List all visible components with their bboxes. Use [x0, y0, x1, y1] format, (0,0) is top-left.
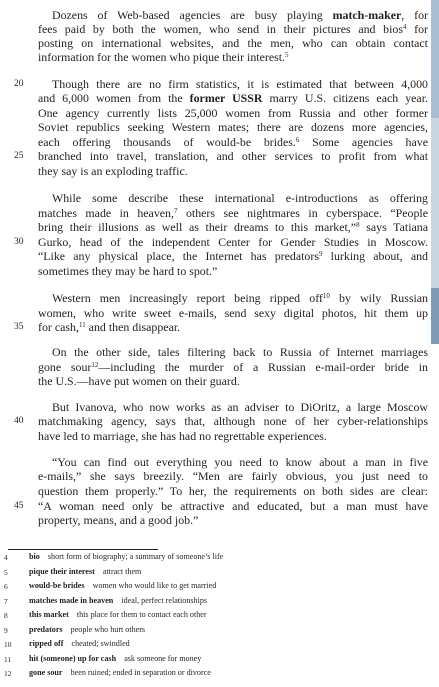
line-text: marry U.S. citizens each year.	[262, 91, 428, 105]
text-line	[38, 50, 428, 65]
line-text: and then disappear.	[85, 320, 181, 334]
line-text: branched into travel, translation, and other services to profit from what	[38, 149, 428, 163]
line-text: e-mails,” she says breezily. “Men are fairly obvious, you just need to	[38, 469, 428, 483]
text-line	[38, 320, 428, 335]
line-text: gone sour	[38, 360, 92, 374]
bold-term: former USSR	[189, 91, 263, 105]
footnote-term: pique their interest	[29, 567, 95, 576]
text-line	[38, 91, 428, 106]
footnote-entry	[29, 638, 439, 650]
footnote-ref: 10	[322, 292, 330, 300]
footnote-number: 6	[4, 582, 8, 591]
footnote-number: 9	[4, 626, 8, 635]
line-number: 30	[14, 237, 24, 247]
text-line	[38, 360, 428, 375]
footnote-ref: 6	[295, 136, 300, 144]
line-text: for cash,	[38, 320, 79, 334]
footnote-term: matches made in heaven	[29, 596, 114, 605]
footnote-definition: ideal, perfect relationships	[121, 596, 208, 605]
page-edge-photo-strip	[431, 0, 439, 118]
text-line	[38, 499, 428, 514]
line-text: Western men increasingly report being ripped off	[52, 291, 323, 305]
footnote-term: hit (someone) up for cash	[29, 654, 117, 663]
footnote-entry	[29, 551, 439, 563]
footnote-entry	[29, 595, 439, 607]
footnote-definition: ask someone for money	[124, 654, 202, 663]
line-text: Gurko, head of the independent Center for Gender Studies in Moscow.	[38, 235, 428, 249]
text-line	[38, 469, 428, 484]
footnote-entry	[29, 580, 439, 592]
line-number: 20	[14, 79, 24, 89]
footnote-definition: women who would like to get married	[92, 581, 217, 590]
text-line	[52, 455, 428, 470]
text-line	[52, 77, 428, 92]
line-text: women, who write sweet e-mails, send sexy digital photos, hit them up	[38, 306, 428, 320]
footnote-entry	[29, 653, 439, 665]
text-line	[38, 22, 428, 37]
text-line	[38, 513, 428, 528]
line-number: 45	[14, 501, 24, 511]
line-text: , for	[401, 8, 428, 22]
footnote-term: ripped off	[29, 639, 64, 648]
line-text: they say is an exploding traffic.	[38, 164, 188, 178]
line-text: posting on international websites, and the men, who can obtain contact	[38, 36, 428, 50]
footnote-number: 11	[4, 655, 12, 664]
line-text: “You can find out everything you need to know about a man in five	[52, 455, 428, 469]
footnote-definition: this place for them to contact each other	[76, 610, 207, 619]
text-line	[38, 249, 428, 264]
text-line	[52, 291, 428, 306]
footnote-definition: cheated; swindled	[71, 639, 130, 648]
line-number: 25	[14, 151, 24, 161]
footnote-ref: 7	[173, 207, 178, 215]
footnote-divider	[8, 549, 158, 550]
line-text: “A woman need only be attractive and educated, but a man must have	[38, 499, 428, 513]
footnote-ref: 11	[78, 321, 86, 329]
text-line	[38, 149, 428, 164]
footnote-entry	[29, 566, 439, 578]
footnote-ref: 8	[356, 221, 360, 229]
line-text: property, means, and a good job.”	[38, 513, 199, 527]
text-line	[38, 264, 428, 279]
footnote-ref: 4	[402, 23, 407, 31]
text-line	[38, 106, 428, 121]
footnote-ref: 9	[318, 250, 323, 258]
line-text: matches made in heaven,	[38, 206, 174, 220]
line-text: bring their illusions as well as their dreams to this market,”	[38, 220, 357, 234]
footnote-number: 8	[4, 611, 8, 620]
text-line	[52, 400, 428, 415]
text-line	[38, 36, 428, 51]
footnote-entry	[29, 609, 439, 621]
line-text: by wily Russian	[329, 291, 429, 305]
bold-term: match-maker	[332, 8, 402, 22]
line-text: says Tatiana	[359, 220, 428, 234]
footnote-ref: 12	[91, 361, 99, 369]
line-number: 35	[14, 322, 24, 332]
footnote-number: 7	[4, 597, 8, 606]
footnote-definition: been ruined; ended in separation or divorce	[70, 668, 211, 677]
line-text: others see nightmares in cyberspace. “People	[177, 206, 428, 220]
text-line	[38, 220, 428, 235]
footnote-term: would-be brides	[29, 581, 85, 590]
line-text: —including the murder of a Russian e-mail-order bride in	[98, 360, 428, 374]
footnote-number: 10	[4, 640, 12, 649]
footnote-term: this market	[29, 610, 69, 619]
text-line	[38, 429, 428, 444]
text-line	[38, 164, 428, 179]
line-text: While some describe these international e-introductions as offering	[52, 191, 428, 205]
text-line	[52, 191, 428, 206]
footnote-ref: 5	[285, 51, 289, 59]
page-edge-photo-strip	[431, 118, 439, 288]
text-line	[52, 8, 428, 23]
line-text: fees paid by both the women, who send in their pictures and bios	[38, 22, 403, 36]
footnote-number: 12	[4, 669, 12, 678]
footnote-definition: people who hurt others	[70, 625, 146, 634]
footnote-term: predators	[29, 625, 63, 634]
text-line	[38, 135, 428, 150]
line-text: One agency currently lists 25,000 women from Russia and other former	[38, 106, 428, 120]
footnote-definition: short form of biography; a summary of someone’s life	[47, 552, 224, 561]
text-line	[52, 345, 428, 360]
text-line	[38, 120, 428, 135]
line-text: and 6,000 women from the	[38, 91, 190, 105]
text-line	[38, 374, 428, 389]
text-line	[38, 306, 428, 321]
footnote-number: 5	[4, 568, 8, 577]
line-text: Though there are no firm statistics, it is estimated that between 4,000	[52, 77, 428, 91]
line-text: the U.S.—have put women on their guard.	[38, 374, 240, 388]
line-text: matchmaking agency, says that, although none of her cyber-relationships	[38, 414, 428, 428]
line-text: each offering thousands of would-be brides.	[38, 135, 296, 149]
line-text: Dozens of Web-based agencies are busy playing	[52, 8, 333, 22]
text-line	[38, 206, 428, 221]
footnote-term: bio	[29, 552, 40, 561]
page-edge-photo-strip	[431, 288, 439, 344]
text-line	[38, 484, 428, 499]
line-text: Soviet republics seeking Western mates; there are dozens more agencies,	[38, 120, 428, 134]
footnote-entry	[29, 624, 439, 636]
text-line	[38, 414, 428, 429]
line-text: have led to marriage, she has had no regrettable experiences.	[38, 429, 327, 443]
footnote-entry	[29, 667, 439, 679]
line-text: information for the women who pique their interest.	[38, 50, 285, 64]
footnote-number: 4	[4, 553, 8, 562]
footnote-term: gone sour	[29, 668, 63, 677]
text-line	[38, 235, 428, 250]
line-text: Some agencies have	[299, 135, 428, 149]
line-number: 40	[14, 416, 24, 426]
line-text: “Like any physical place, the Internet has predators	[38, 249, 319, 263]
line-text: question them properly.” To her, the requirements on both sides are clear:	[38, 484, 428, 498]
line-text: for	[406, 22, 428, 36]
line-text: lurking about, and	[322, 249, 428, 263]
line-text: But Ivanova, who now works as an adviser to DiOritz, a large Moscow	[52, 400, 428, 414]
line-text: On the other side, tales filtering back to Russia of Internet marriages	[52, 345, 428, 359]
line-text: sometimes they may be hard to spot.”	[38, 264, 218, 278]
footnote-definition: attract them	[102, 567, 142, 576]
